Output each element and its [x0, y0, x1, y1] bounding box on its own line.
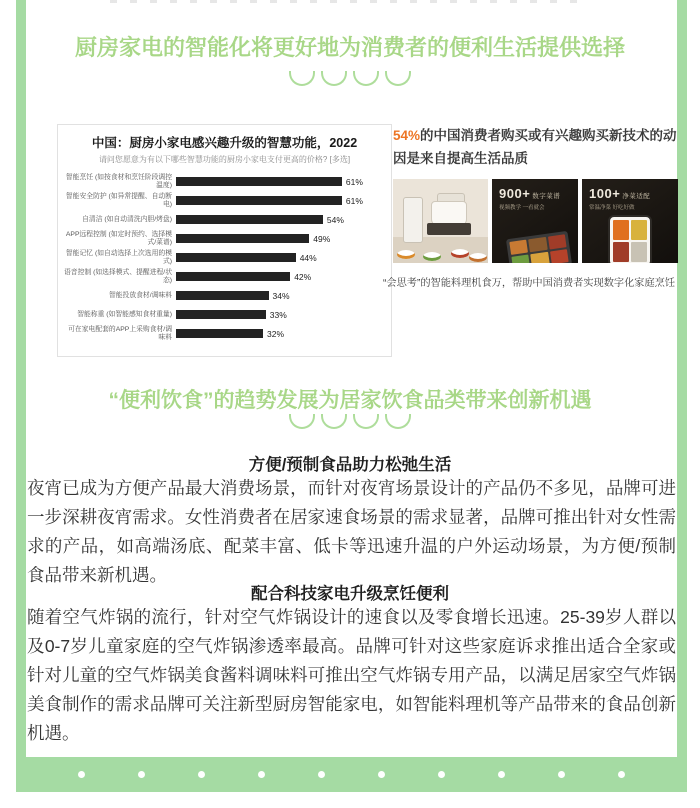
chart-row — [58, 305, 391, 324]
subsection2-title: 配合科技家电升级烹饪便利 — [251, 585, 449, 603]
footer-dot — [438, 771, 445, 778]
arc-shape — [289, 414, 315, 429]
stat-value: 54% — [393, 128, 421, 143]
chart-card — [57, 124, 392, 357]
chart-value-label: 42% — [294, 271, 312, 282]
phone-app-mockup — [608, 215, 652, 263]
arc-shape — [385, 414, 411, 429]
chart-category-label: 智能投放食材/调味料 — [108, 291, 172, 299]
food-plate-shape — [469, 253, 487, 262]
arc-shape — [289, 71, 315, 86]
chart-value-label: 54% — [326, 214, 344, 225]
badge-subtitle: 视频教学 一看就会 — [499, 205, 545, 211]
section1-title: 厨房家电的智能化将更好地为消费者的便利生活提供选择 — [74, 35, 625, 60]
footer-dot — [138, 771, 145, 778]
machine-base-shape — [427, 223, 471, 235]
cooking-machine-photo — [393, 179, 488, 263]
subsection1-title: 方便/预制食品助力松弛生活 — [248, 456, 452, 474]
chart-bar — [176, 196, 342, 206]
chart-category-label: 可在家电配套的APP上采购食材/调味料 — [68, 325, 172, 341]
section2-title: “便利饮食”的趋势发展为居家饮食品类带来创新机遇 — [108, 389, 592, 412]
food-plate-shape — [397, 250, 415, 259]
arc-shape — [321, 414, 347, 429]
prepared-veg-badge-panel — [582, 179, 678, 263]
food-plate-shape — [451, 249, 469, 258]
chart-row — [58, 286, 391, 305]
chart-category-label: 智能安全防护 (如异常提醒、自动断电) — [65, 192, 172, 208]
chart-value-label: 61% — [345, 176, 363, 187]
cropped-text-remnant — [110, 0, 590, 3]
chart-category-label: 智能记忆 (如自动选择上次选用的模式) — [65, 249, 172, 265]
chart-bar — [176, 177, 342, 187]
chart-category-label: 自清洁 (如自动清洗内胆/烤盘) — [82, 215, 172, 223]
chart-bar — [176, 329, 263, 339]
footer-dot — [618, 771, 625, 778]
chart-rows — [58, 172, 391, 343]
badge-title: 900+ 数字菜谱 — [499, 186, 561, 201]
stat-block — [383, 124, 687, 289]
footer-dot — [558, 771, 565, 778]
chart-category-label: 智能称重 (如智能感知食材重量) — [77, 310, 172, 318]
chart-value-label: 32% — [267, 328, 285, 339]
arc-divider — [0, 414, 700, 429]
footer-dot — [318, 771, 325, 778]
chart-row — [58, 229, 391, 248]
chart-title: 中国：厨房小家电感兴趣升级的智慧功能，2022 — [91, 136, 358, 150]
photo-caption: “会思考”的智能料理机食万，帮助中国消费者实现数字化家庭烹饪 — [383, 278, 676, 289]
chart-value-label: 61% — [345, 195, 363, 206]
arc-shape — [353, 414, 379, 429]
chart-bar — [176, 272, 290, 282]
chart-category-label: 语音控制 (如选择模式、提醒进程/状态) — [64, 268, 172, 284]
subsection1-body: 夜宵已成为方便产品最大消费场景，而针对夜宵场景设计的产品仍不多见，品牌可进一步深耕夜宵需求。女性消费者在居家速食场景的需求显著，品牌可推出针对女性需求的产品，如高端汤底、配菜丰富、低卡等迅速升温的户外运动场景，为方便/预制食品带来新机遇。 — [27, 478, 676, 585]
chart-row — [58, 248, 391, 267]
stat-text — [393, 124, 687, 170]
footer-dot — [498, 771, 505, 778]
footer-dot — [78, 771, 85, 778]
digital-recipes-badge-panel — [492, 179, 578, 263]
badge-label: 数字菜谱 — [532, 193, 561, 200]
tablet-screen-mockup — [506, 231, 572, 263]
footer-bar — [16, 757, 687, 792]
stat-description: 的中国消费者购买或有兴趣购买新技术的动因是来自提高生活品质 — [393, 128, 677, 166]
chart-bar — [176, 234, 309, 244]
chart-row — [58, 172, 391, 191]
chart-row — [58, 324, 391, 343]
chart-value-label: 44% — [299, 252, 317, 263]
chart-subtitle: 请问您愿意为有以下哪些智慧功能的厨房小家电支付更高的价格? [多选] — [98, 155, 351, 164]
chart-category-label: APP远程控制 (如定时预约、选择模式/菜谱) — [65, 230, 172, 246]
arc-shape — [321, 71, 347, 86]
subsection2-body: 随着空气炸锅的流行，针对空气炸锅设计的速食以及零食增长迅速。25-39岁人群以及0-7岁儿童家庭的空气炸锅渗透率最高。品牌可针对这些家庭诉求推出适合全家或针对儿童的空气炸锅美食酱料调味料可推出空气炸锅专用产品，以满足居家空气炸锅美食制作的需求品牌可关注新型厨房智能家电，如智能料理机等产品带来的食品创新机遇。 — [27, 607, 676, 743]
chart-category-label: 智能烹饪 (如按食材和烹饪阶段调控温度) — [65, 173, 172, 189]
chart-value-label: 34% — [272, 290, 290, 301]
chart-bar — [176, 253, 296, 263]
food-plate-shape — [423, 252, 441, 261]
badge-label: 净菜适配 — [622, 193, 651, 200]
chart-row — [58, 191, 391, 210]
footer-dot — [258, 771, 265, 778]
chart-bar — [176, 291, 269, 301]
footer-dot — [198, 771, 205, 778]
arc-shape — [353, 71, 379, 86]
ingredient-dispenser-shape — [403, 197, 423, 243]
arc-shape — [385, 71, 411, 86]
badge-title: 100+ 净菜适配 — [589, 186, 651, 201]
arc-divider — [0, 71, 700, 86]
badge-subtitle: 常温净菜 好吃好做 — [589, 205, 635, 211]
chart-row — [58, 210, 391, 229]
chart-value-label: 33% — [269, 309, 287, 320]
chart-bar — [176, 215, 323, 225]
footer-dot — [378, 771, 385, 778]
chart-row — [58, 267, 391, 286]
chart-bar — [176, 310, 266, 320]
chart-value-label: 49% — [313, 233, 331, 244]
product-media-row — [393, 179, 687, 263]
